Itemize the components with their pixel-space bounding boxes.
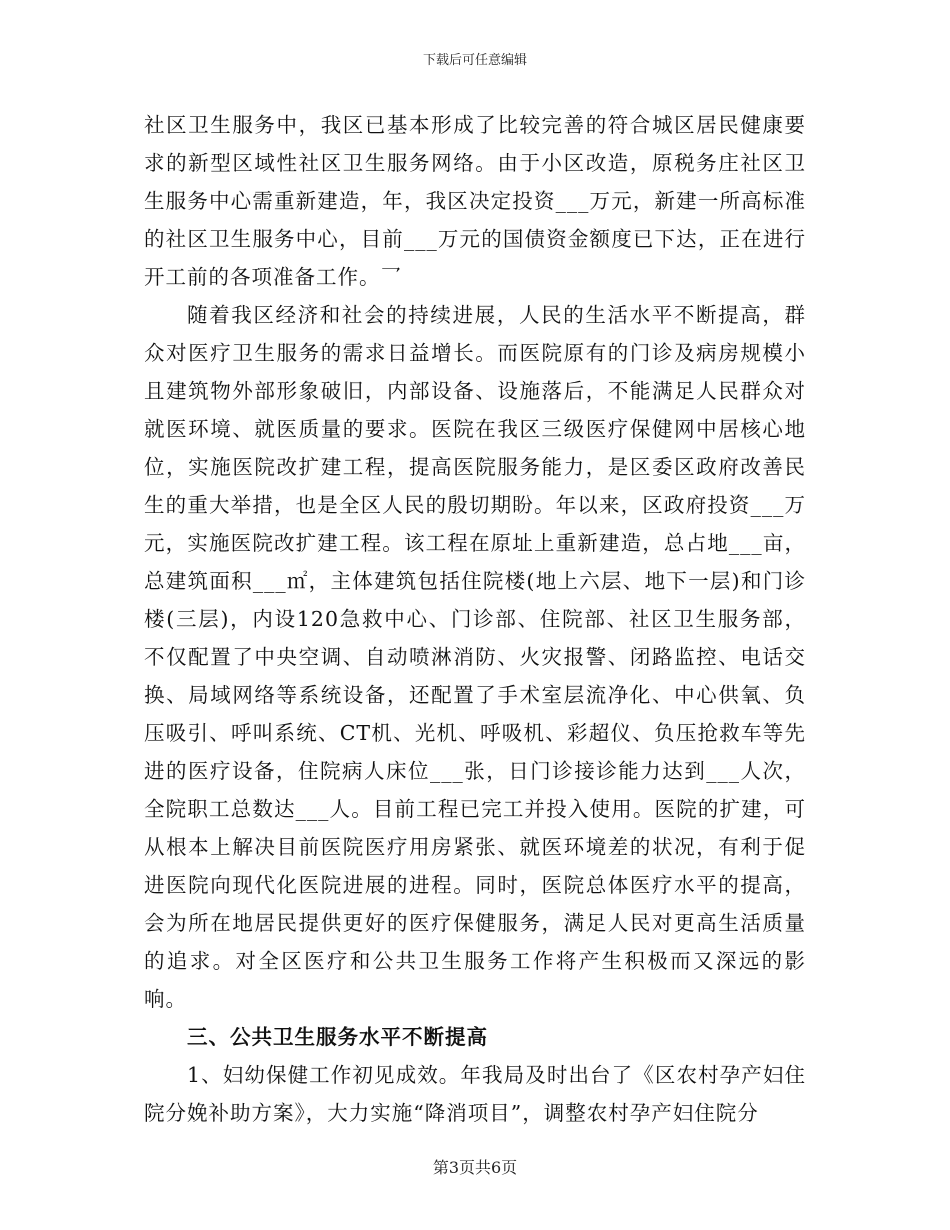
paragraph-hospital-expansion: 随着我区经济和社会的持续进展，人民的生活水平不断提高，群众对医疗卫生服务的需求日益增长。而医院原有的门诊及病房规模小且建筑物外部形象破旧，内部设备、设施落后，不能满足人民群众对就医环境、就医质量的要求。医院在我区三级医疗保健网中居核心地位，实施医院改扩建工程，提高医院服务能力，是区委区政府改善民生的重大举措，也是全区人民的殷切期盼。年以来，区政府投资___万元，实施医院改扩建工程。该工程在原址上重新建造，总占地___亩，总建筑面积___㎡，主体建筑包括住院楼(地上六层、地下一层)和门诊楼(三层)，内设120急救中心、门诊部、住院部、社区卫生服务部，不仅配置了中央空调、自动喷淋消防、火灾报警、闭路监控、电话交换、局域网络等系统设备，还配置了手术室层流净化、中心供氧、负压吸引、呼叫系统、CT机、光机、呼吸机、彩超仪、负压抢救车等先进的医疗设备，住院病人床位___张，日门诊接诊能力达到___人次，全院职工总数达___人。目前工程已完工并投入使用。医院的扩建，可从根本上解决目前医院医疗用房紧张、就医环境差的状况，有利于促进医院向现代化医院进展的进程。同时，医院总体医疗水平的提高，会为所在地居民提供更好的医疗保健服务，满足人民对更高生活质量的追求。对全区医疗和公共卫生服务工作将产生积极而又深远的影响。 (144, 303, 806, 1011)
document-body (144, 106, 806, 1132)
page-header: 下载后可任意编辑 (422, 53, 527, 68)
paragraph-community-health (144, 106, 806, 296)
section-heading: 三、公共卫生服务水平不断提高 (187, 1025, 488, 1049)
paragraph-text: 社区卫生服务中，我区已基本形成了比较完善的符合城区居民健康要求的新型区域性社区卫生服务网络。由于小区改造，原税务庄社区卫生服务中心需重新建造，年，我区决定投资___万元，新建一所高标准的社区卫生服务中心，目前___万元的国债资金额度已下达，正在进行开工前的各项准备工作。 (144, 113, 806, 289)
paragraph-maternal-health: 1、妇幼保健工作初见成效。年我局及时出台了《区农村孕产妇住院分娩补助方案》，大力实施“降消项目”，调整农村孕产妇住院分 (144, 1063, 806, 1125)
page-number: 第3页共6页 (432, 1158, 518, 1177)
edit-mark: 乛 (380, 265, 402, 289)
